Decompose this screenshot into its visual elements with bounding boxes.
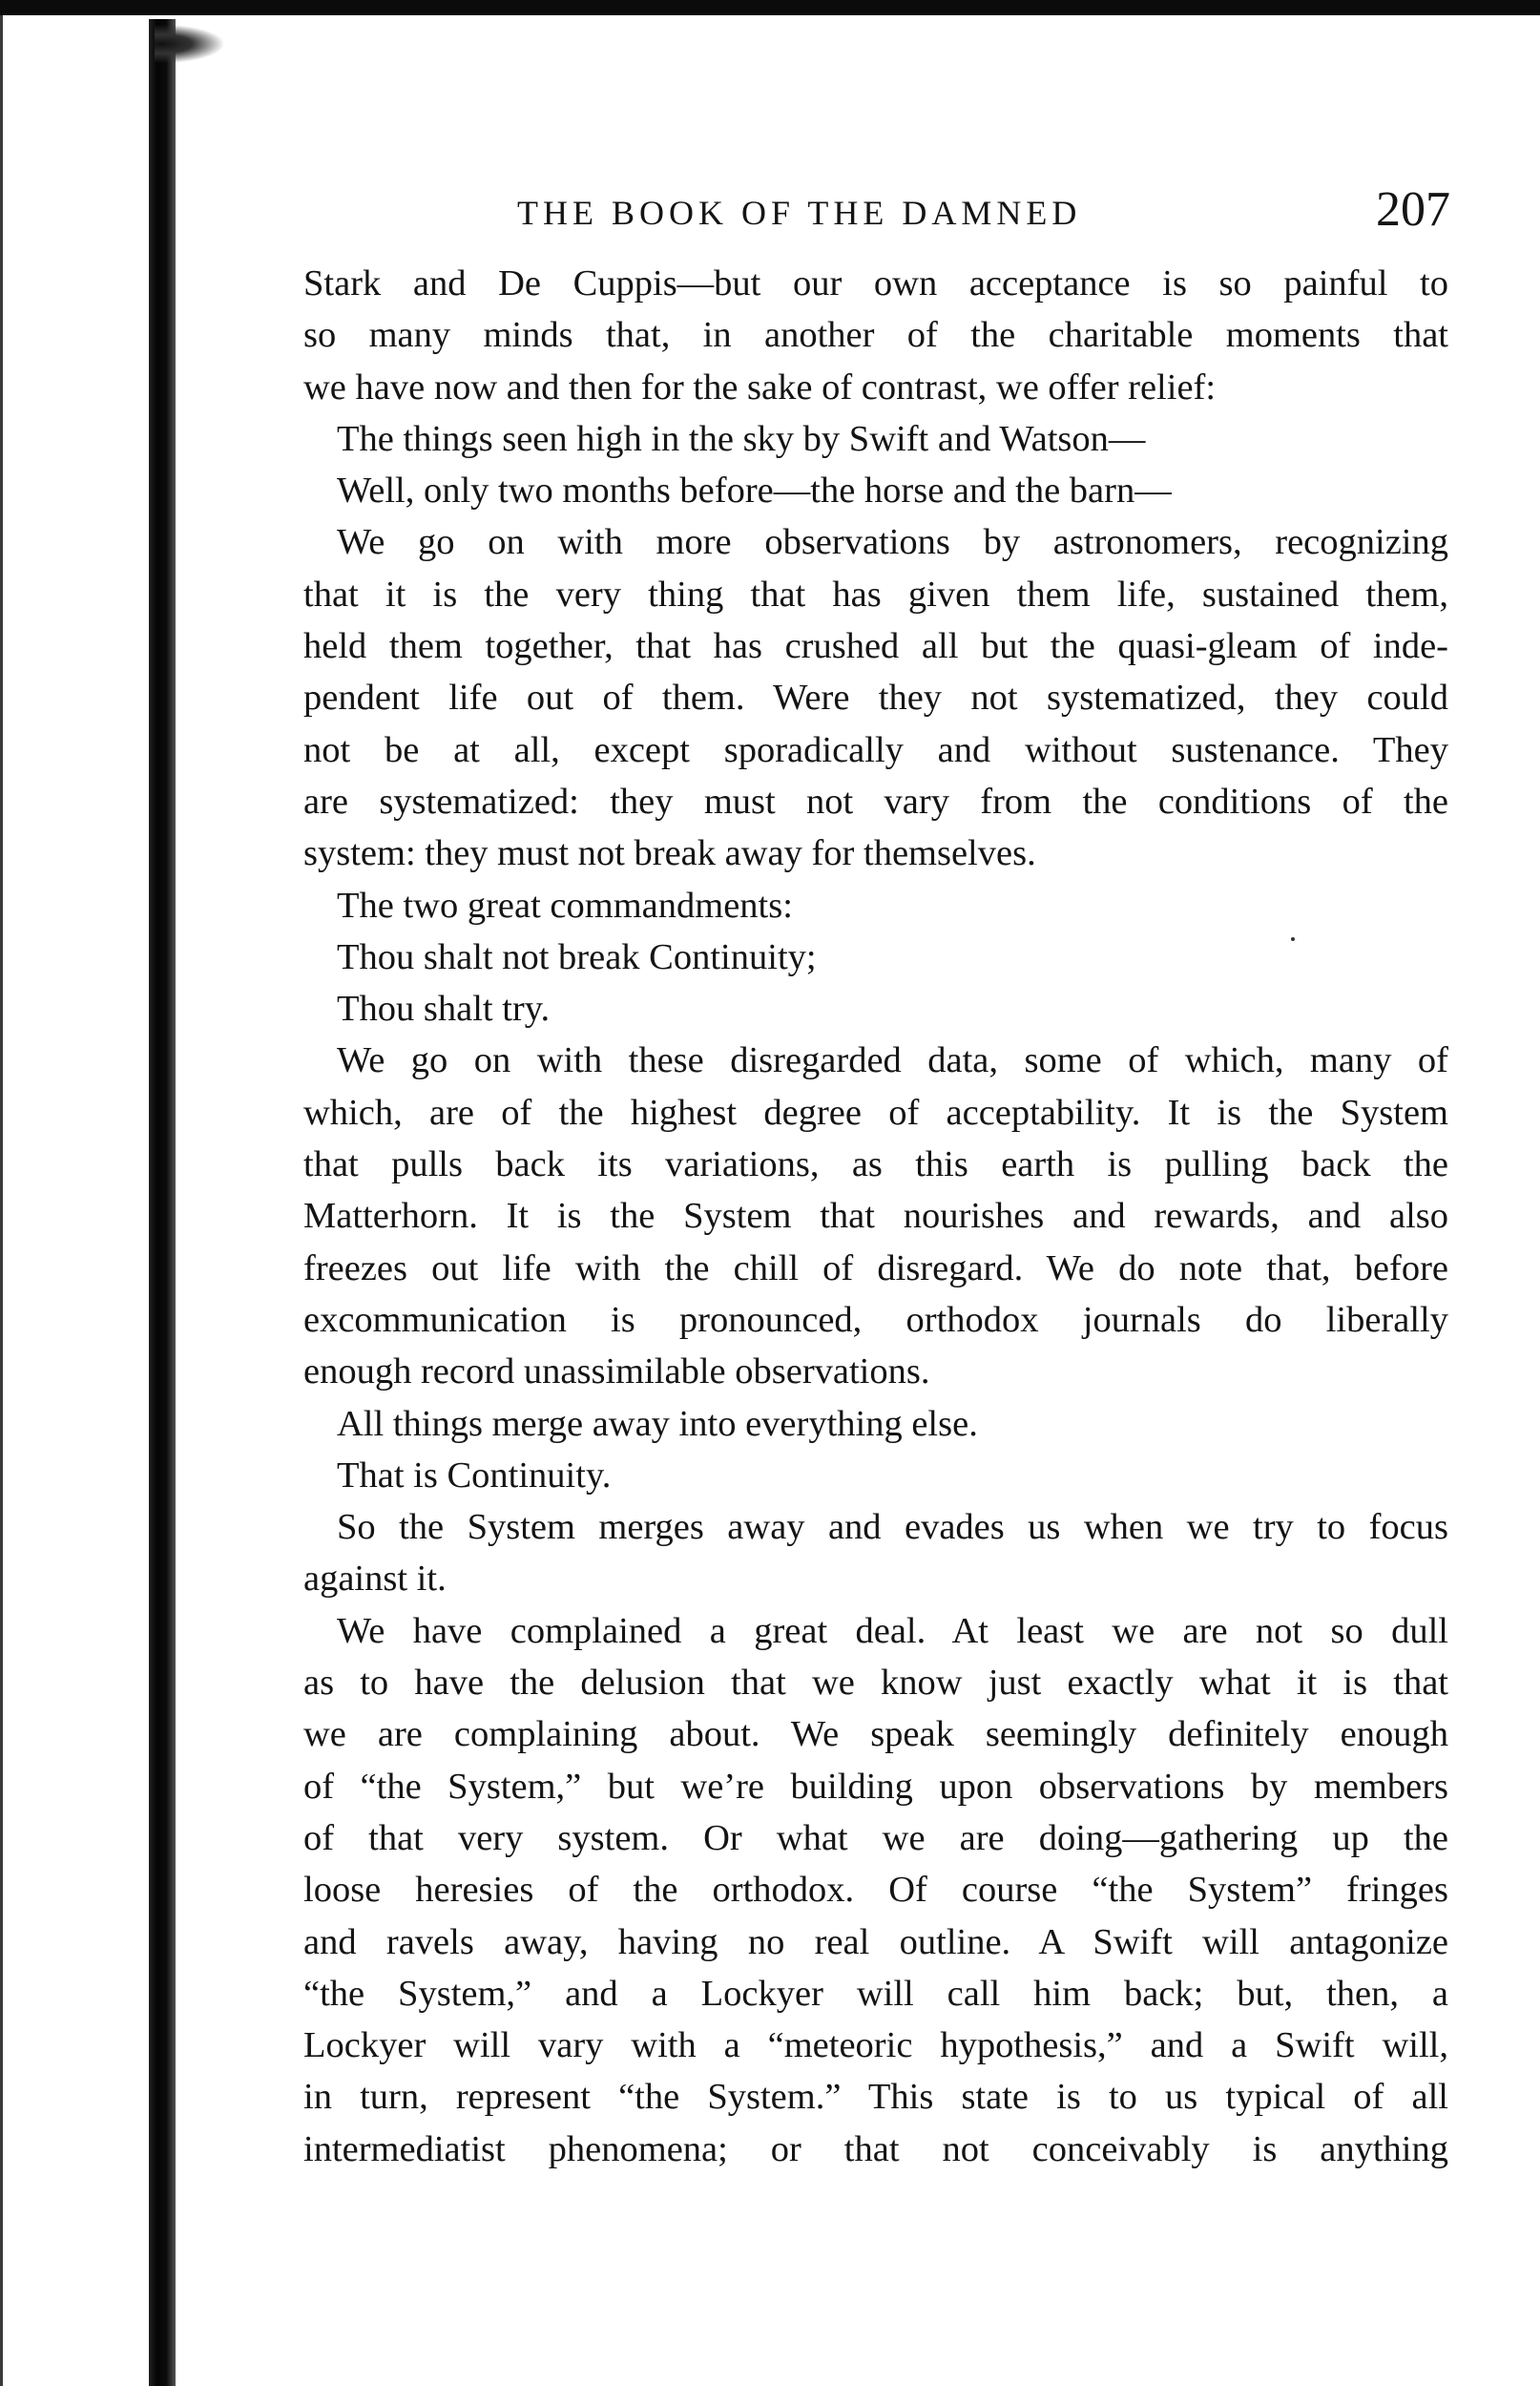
spine-ink-mark — [155, 25, 223, 63]
text-line: Well, only two months before—the horse and the barn— — [337, 471, 1172, 512]
text-line: held them together, that has crushed all but the quasi-gleam of inde- — [303, 626, 1448, 667]
page-header — [305, 182, 1450, 246]
text-line: so many minds that, in another of the charitable moments that — [303, 315, 1448, 356]
text-line: of that very system. Or what we are doing—gathering up the — [303, 1817, 1448, 1858]
page-body — [303, 258, 1448, 2175]
text-line: We go on with more observations by astronomers, recognizing — [337, 522, 1448, 563]
running-title: THE BOOK OF THE DAMNED — [517, 194, 1082, 232]
text-line: Thou shalt try. — [337, 989, 551, 1030]
text-line: freezes out life with the chill of disregard. We do note that, before — [303, 1247, 1448, 1288]
text-line: against it. — [303, 1559, 447, 1600]
text-line: We go on with these disregarded data, some of which, many of — [337, 1040, 1448, 1081]
page-number: 207 — [1376, 182, 1450, 237]
scan-speck — [1291, 937, 1295, 941]
text-line: of “the System,” but we’re building upon observations by members — [303, 1766, 1448, 1807]
text-line: Matterhorn. It is the System that nourishes and rewards, and also — [303, 1196, 1448, 1237]
book-spine-shadow — [149, 19, 176, 2386]
text-line: The two great commandments: — [337, 885, 793, 926]
text-line: loose heresies of the orthodox. Of course “the System” fringes — [303, 1870, 1448, 1911]
text-line: So the System merges away and evades us when we try to focus — [337, 1507, 1448, 1548]
text-line: that pulls back its variations, as this earth is pulling back the — [303, 1144, 1448, 1185]
text-line: that it is the very thing that has given them life, sustained them, — [303, 574, 1448, 615]
scan-top-border — [0, 0, 1540, 15]
text-line: which, are of the highest degree of acceptability. It is the System — [303, 1092, 1448, 1133]
text-line: pendent life out of them. Were they not systematized, they could — [303, 678, 1448, 719]
scan-left-edge — [0, 15, 3, 2386]
text-line: not be at all, except sporadically and without sustenance. They — [303, 729, 1448, 770]
text-line: Thou shalt not break Continuity; — [337, 936, 817, 977]
text-line: “the System,” and a Lockyer will call him back; but, then, a — [303, 1973, 1448, 2014]
text-line: enough record unassimilable observations. — [303, 1351, 930, 1392]
text-line: we have now and then for the sake of contrast, we offer relief: — [303, 366, 1217, 408]
text-line: excommunication is pronounced, orthodox journals do liberally — [303, 1299, 1448, 1340]
text-line: system: they must not break away for themselves. — [303, 833, 1036, 874]
text-line: We have complained a great deal. At least we are not so dull — [337, 1610, 1448, 1651]
text-line: and ravels away, having no real outline. A Swift will antagonize — [303, 1921, 1448, 1962]
text-line: All things merge away into everything else. — [337, 1403, 978, 1444]
text-line: Lockyer will vary with a “meteoric hypothesis,” and a Swift will, — [303, 2025, 1448, 2066]
text-line: That is Continuity. — [337, 1455, 612, 1496]
text-line: intermediatist phenomena; or that not conceivably is anything — [303, 2128, 1448, 2169]
text-line: are systematized: they must not vary from the conditions of the — [303, 781, 1448, 822]
text-line: The things seen high in the sky by Swift and Watson— — [337, 418, 1146, 459]
text-line: as to have the delusion that we know just exactly what it is that — [303, 1663, 1448, 1704]
text-line: we are complaining about. We speak seemingly definitely enough — [303, 1714, 1448, 1755]
text-line: Stark and De Cuppis—but our own acceptance is so painful to — [303, 263, 1448, 303]
text-line: in turn, represent “the System.” This state is to us typical of all — [303, 2077, 1448, 2118]
